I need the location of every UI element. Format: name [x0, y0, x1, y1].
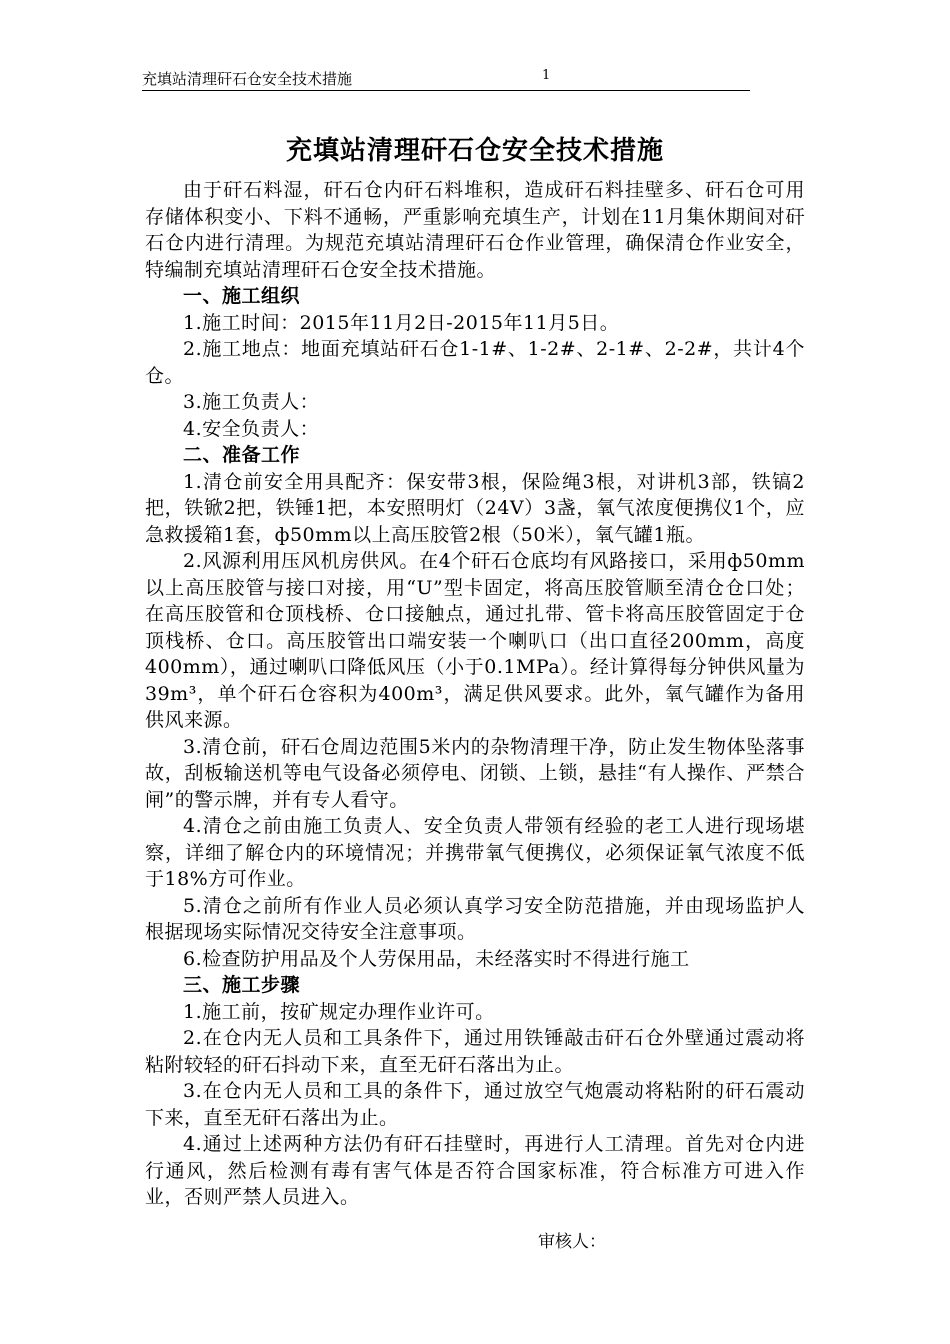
list-item: 3.在仓内无人员和工具的条件下，通过放空气炮震动将粘附的矸石震动下来，直至无矸石落出为止。: [145, 1080, 805, 1129]
section-heading-organization: 一、施工组织: [183, 285, 301, 307]
reviewer-label: 审核人：: [538, 1232, 606, 1252]
intro-paragraph: 由于矸石料湿，矸石仓内矸石料堆积，造成矸石料挂壁多、矸石仓可用存储体积变小、下料不通畅，严重影响充填生产，计划在11月集休期间对矸石仓内进行清理。为规范充填站清理矸石仓作业管理，确保清仓作业安全，特编制充填站清理矸石仓安全技术措施。: [145, 179, 805, 281]
list-item: 3.清仓前，矸石仓周边范围5米内的杂物清理干净，防止发生物体坠落事故，刮板输送机等电气设备必须停电、闭锁、上锁，悬挂“有人操作、严禁合闸”的警示牌，并有专人看守。: [145, 735, 805, 811]
document-body: [145, 177, 805, 1211]
section-heading-preparation: 二、准备工作: [183, 444, 301, 466]
page-number: 1: [542, 68, 551, 83]
list-item: 4.安全负责人：: [183, 417, 320, 440]
list-item: 2.在仓内无人员和工具条件下，通过用铁锤敲击矸石仓外壁通过震动将粘附较轻的矸石抖动下来，直至无矸石落出为止。: [145, 1027, 805, 1076]
list-item: 1.施工前，按矿规定办理作业许可。: [183, 1000, 495, 1023]
list-item: 4.清仓之前由施工负责人、安全负责人带领有经验的老工人进行现场堪察，详细了解仓内的环境情况；并携带氧气便携仪，必须保证氧气浓度不低于18%方可作业。: [145, 815, 805, 890]
list-item: 5.清仓之前所有作业人员必须认真学习安全防范措施，并由现场监护人根据现场实际情况交待安全注意事项。: [145, 894, 805, 943]
list-item: 6.检查防护用品及个人劳保用品，未经落实时不得进行施工: [183, 947, 690, 970]
document-title: 充填站清理矸石仓安全技术措施: [285, 136, 664, 166]
section-heading-steps: 三、施工步骤: [183, 974, 301, 996]
list-item: 2.风源利用压风机房供风。在4个矸石仓底均有风路接口，采用ф50mm以上高压胶管与接口对接，用“U”型卡固定，将高压胶管顺至清仓仓口处；在高压胶管和仓顶栈桥、仓口接触点，通过扎带、管卡将高压胶管固定于仓顶栈桥、仓口。高压胶管出口端安装一个喇叭口（出口直径200mm，高度400mm），通过喇叭口降低风压（小于0.1MPa）。经计算得每分钟供风量为39m³，单个矸石仓容积为400m³，满足供风要求。此外，氧气罐作为备用供风来源。: [145, 550, 805, 731]
list-item: 2.施工地点：地面充填站矸石仓1-1#、1-2#、2-1#、2-2#，共计4个仓。: [145, 338, 805, 387]
page-header: [142, 66, 750, 91]
list-item: 3.施工负责人：: [183, 391, 320, 413]
list-item: 4.通过上述两种方法仍有矸石挂壁时，再进行人工清理。首先对仓内进行通风，然后检测有毒有害气体是否符合国家标准，符合标准方可进入作业，否则严禁人员进入。: [145, 1133, 805, 1208]
header-title: 充填站清理矸石仓安全技术措施: [142, 70, 353, 88]
list-item: 1.施工时间：2015年11月2日-2015年11月5日。: [183, 311, 620, 334]
list-item: 1.清仓前安全用具配齐：保安带3根，保险绳3根，对讲机3部，铁镐2把，铁锨2把，铁锤1把，本安照明灯（24V）3盏，氧气浓度便携仪1个，应急救援箱1套，ф50mm以上高压胶管2根（50米），氧气罐1瓶。: [145, 470, 805, 546]
